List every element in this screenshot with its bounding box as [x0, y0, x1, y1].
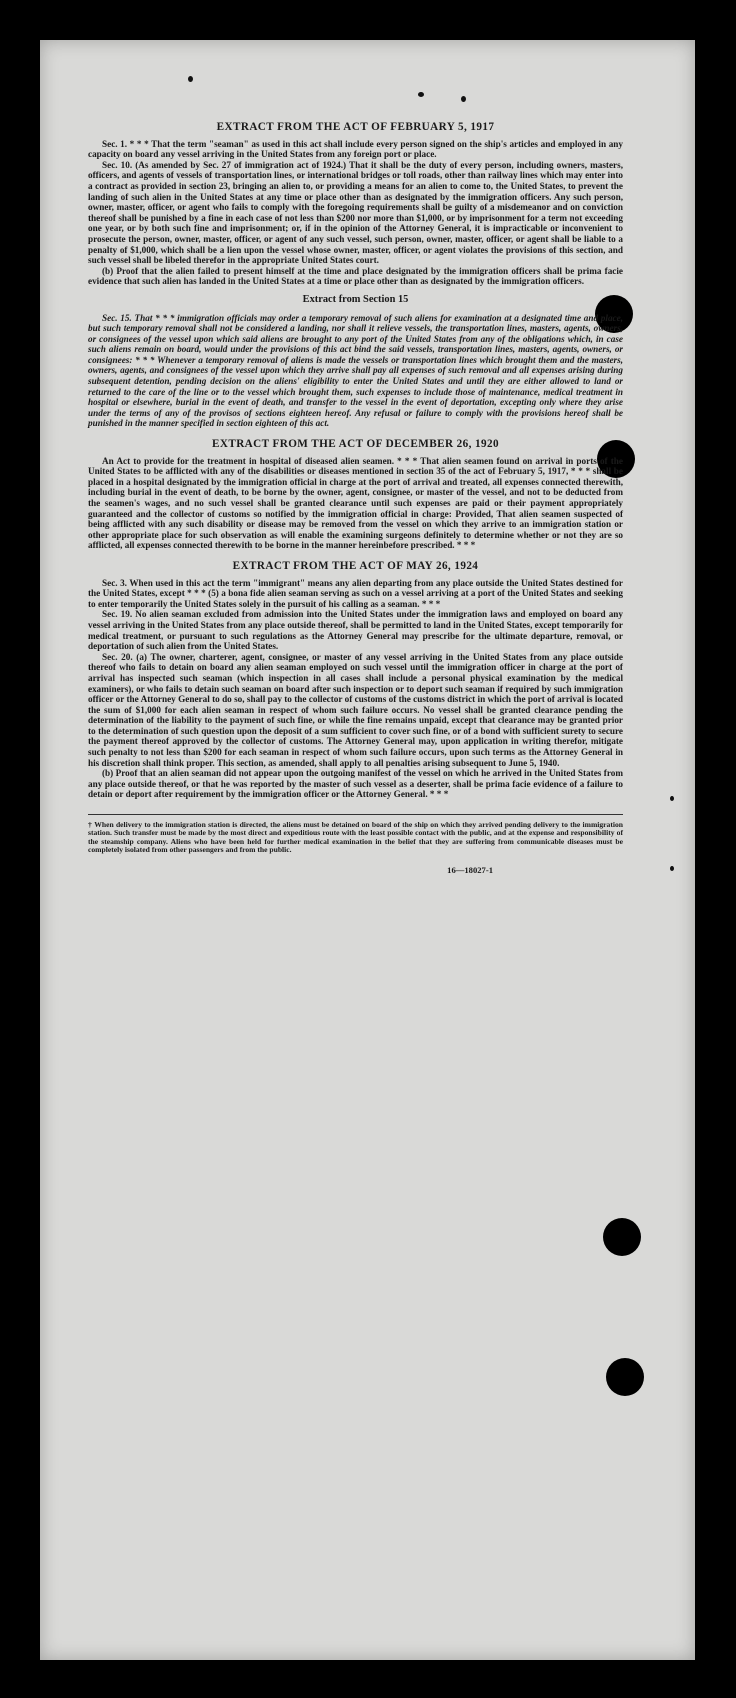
- paragraph: (b) Proof that the alien failed to present himself at the time and place designated by the immigration officers shall be prima facie evidence that such alien has landed in the United States at a time or place other than as designated by the immigration officers.: [88, 265, 623, 287]
- punch-hole: [603, 1218, 641, 1256]
- speck-mark: [670, 796, 674, 801]
- footnote: † When delivery to the immigration station is directed, the aliens must be detained on board of the ship on which they arrived pending delivery to the immigration station. Such transfer must be made by the most direct and expeditious route with the least possible contact with the public, and at the expense and responsibility of the steamship company. Aliens who have been held for further medical examination in the belief that they are suffering from communicable diseases must be completely isolated from other passengers and from the public.: [88, 820, 623, 855]
- section-heading: EXTRACT FROM THE ACT OF MAY 26, 1924: [232, 559, 479, 572]
- speck-mark: [188, 76, 193, 82]
- speck-mark: [461, 96, 466, 102]
- section-heading: EXTRACT FROM THE ACT OF DECEMBER 26, 1920: [211, 438, 499, 451]
- paragraph: An Act to provide for the treatment in hospital of diseased alien seamen. * * * That alien seamen found on arrival in ports of the United States to be afflicted with any of the disabilities or diseases mentioned in section 35 of the act of February 5, 1917, * * * shall be placed in a hospital designated by the immigration official in charge at the port of arrival and treated, all expenses connected therewith, including burial in the event of death, to be borne by the owner, agent, consignee, or master of the vessel, and not to be deducted from the seamen's wages, and no such vessel shall be granted clearance until such expenses are paid or their payment appropriately guaranteed and the collector of customs so notified by the immigration official in charge: Provided, That alien seamen suspected of being afflicted with any such disability or disease may be removed from the vessel on which they arrive to an immigration station or other appropriate place for such observation as will enable the examining surgeons definitely to determine whether or not they are so afflicted, all expenses connected therewith to be borne in the manner hereinbefore prescribed. * * *: [88, 455, 623, 551]
- form-code: 16—18027-1: [447, 864, 493, 875]
- paragraph: Sec. 1. * * * That the term "seaman" as used in this act shall include every person signed on the ship's articles and employed in any capacity on board any vessel arriving in the United States from any foreign port or place.: [88, 138, 623, 160]
- footnote-divider: [88, 814, 623, 815]
- paragraph: (b) Proof that an alien seaman did not appear upon the outgoing manifest of the vessel on which he arrived in the United States from any place outside thereof, or that he was reported by the master of such vessel as a deserter, shall be prima facie evidence of a failure to detain or deport after requirement by the immigration officer or the Attorney General. * * *: [88, 768, 623, 800]
- paragraph: Sec. 10. (As amended by Sec. 27 of immigration act of 1924.) That it shall be the duty of every person, including owners, masters, officers, and agents of vessels of transportation lines, or international bridges or toll roads, other than railway lines which may enter into a contract as provided in section 23, bringing an alien to, or providing a means for an alien to come to, the United States, to prevent the landing of such alien in the United States at any time or place other than as designated by the immigration officers. Any such person, owner, master, officer, or agent who fails to comply with the foregoing requirements shall be guilty of a misdemeanor and on conviction thereof shall be punished by a fine in each case of not less than $200 nor more than $1,000, or by imprisonment for a term not exceeding one year, or by both such fine and imprisonment; or, if in the opinion of the Attorney General, it is impracticable or inconvenient to prosecute the person, owner, master, officer, or agent of any such vessel, such person, owner, master, officer, or agent shall be liable to a penalty of $1,000, which shall be a lien upon the vessel whose owner, master, officer, or agent violates the provisions of this section, and such vessel shall be libeled therefor in the appropriate United States court.: [88, 159, 623, 266]
- section-heading: Extract from Section 15: [302, 293, 409, 305]
- punch-hole: [606, 1358, 644, 1396]
- paragraph: Sec. 15. That * * * immigration officials may order a temporary removal of such aliens for examination at a designated time and place, but such temporary removal shall not be considered a landing, nor shall it relieve vessels, the transportation lines, masters, agents, owners, or consignees of the vessel upon which said aliens are brought to any port of the United States from any of the obligations which, in case such aliens remain on board, would under the provisions of this act bind the said vessels, transportation lines, masters, agents, owners, or consignees: * * * Whenever a temporary removal of aliens is made the vessels or transportation lines which brought them and the masters, owners, agents, and consignees of the vessel upon which they arrive shall pay all expenses of such removal and all expenses arising during subsequent detention, pending decision on the aliens' eligibility to enter the United States and until they are either allowed to land or returned to the care of the line or to the vessel which brought them, such expenses to include those of maintenance, medical treatment in hospital or elsewhere, burial in the event of death, and transfer to the vessel in the event of deportation, excepting only where they arise under the terms of any of the provisos of sections eighteen hereof. Any refusal or failure to comply with the provisions hereof shall be punished in the manner specified in section eighteen of this act.: [88, 312, 623, 429]
- speck-mark: [670, 866, 674, 871]
- section-heading: EXTRACT FROM THE ACT OF FEBRUARY 5, 1917: [216, 121, 495, 133]
- speck-mark: [418, 92, 424, 97]
- paragraph: Sec. 3. When used in this act the term "immigrant" means any alien departing from any place outside the United States destined for the United States, except * * * (5) a bona fide alien seaman serving as such on a vessel arriving at a port of the United States and seeking to enter temporarily the United States solely in the pursuit of his calling as a seaman. * * *: [88, 577, 623, 609]
- document-body: [88, 122, 623, 875]
- paragraph: Sec. 19. No alien seaman excluded from admission into the United States under the immigration laws and employed on board any vessel arriving in the United States from any place outside thereof, shall be permitted to land in the United States, except temporarily for medical treatment, or pursuant to such regulations as the Attorney General may prescribe for the ultimate departure, removal, or deportation of such alien from the United States.: [88, 609, 623, 652]
- paragraph: Sec. 20. (a) The owner, charterer, agent, consignee, or master of any vessel arriving in the United States from any place outside thereof who fails to detain on board any alien seaman employed on such vessel until the immigration officer in charge at the port of arrival has inspected such seaman (which inspection in all cases shall include a personal physical examination by the medical examiners), or who fails to detain such seaman on board after such inspection or to deport such seaman if required by such immigration officer or the Attorney General to do so, shall pay to the collector of customs of the customs district in which the port of arrival is located the sum of $1,000 for each alien seaman in respect of whom such failure occurs. No vessel shall be granted clearance pending the determination of the liability to the payment of such fine, or while the fine remains unpaid, except that clearance may be granted prior to the determination of such question upon the deposit of a sum sufficient to cover such fine, or of a bond with sufficient surety to secure the payment thereof approved by the collector of customs. The Attorney General may, upon application in writing therefor, mitigate such penalty to not less than $200 for each seaman in respect of whom such failure occurs, upon such terms as the Attorney General in his discretion shall think proper. This section, as amended, shall apply to all penalties arising subsequent to June 5, 1940.: [88, 651, 623, 768]
